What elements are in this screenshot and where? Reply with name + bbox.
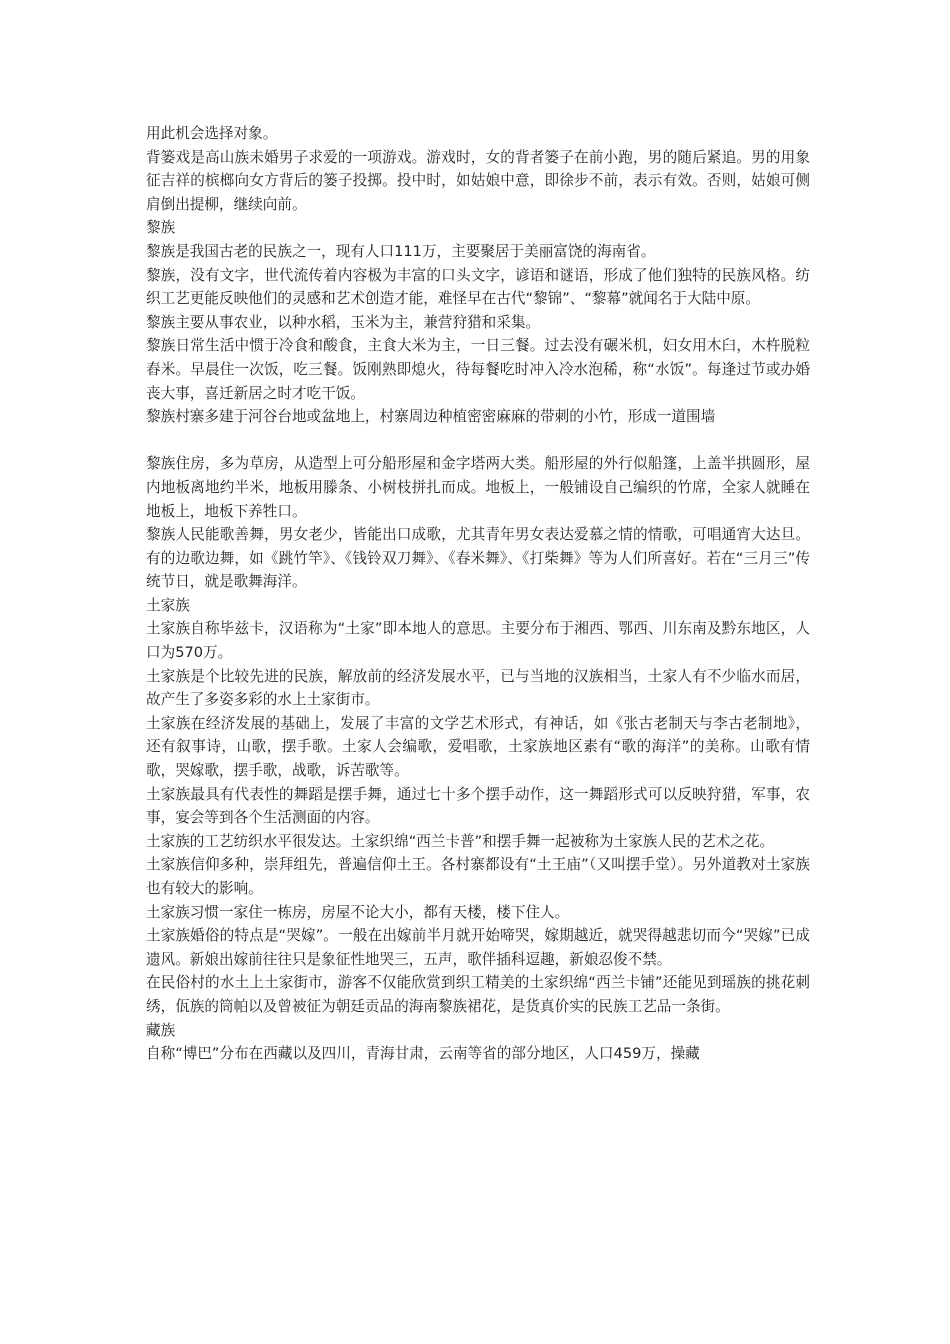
paragraph: 黎族主要从事农业，以种水稻，玉米为主，兼营狩猎和采集。 bbox=[146, 313, 541, 331]
paragraph: 黎族是我国古老的民族之一，现有人口111万，主要聚居于美丽富饶的海南省。 bbox=[146, 242, 656, 260]
paragraph: 用此机会选择对象。 bbox=[146, 125, 278, 142]
paragraph: 自称“博巴”分布在西藏以及四川，青海甘肃，云南等省的部分地区，人口459万，操藏 bbox=[146, 1045, 700, 1063]
paragraph: 背篓戏是高山族未婚男子求爱的一项游戏。游戏时，女的背者篓子在前小跑，男的随后紧追。男的用象征吉祥的槟榔向女方背后的篓子投掷。投中时，如姑娘中意，即徐步不前，表示有效。否则，姑娘可侧肩倒出提柳，继续向前。 bbox=[146, 148, 810, 213]
paragraph: 土家族自称毕兹卡，汉语称为“土家”即本地人的意思。主要分布于湘西、鄂西、川东南及黔东地区，人口为570万。 bbox=[146, 620, 810, 662]
document-page bbox=[146, 122, 810, 1066]
paragraph: 黎族人民能歌善舞，男女老少，皆能出口成歌，尤其青年男女表达爱慕之情的情歌，可唱通宵大达旦。有的边歌边舞，如《跳竹竿》、《钱铃双刀舞》、《春米舞》、《打柴舞》等为人们所喜好。若在“三月三”传统节日，就是歌舞海洋。 bbox=[146, 526, 810, 591]
paragraph: 黎族村寨多建于河谷台地或盆地上，村寨周边种植密密麻麻的带刺的小竹，形成一道围墙 bbox=[146, 408, 716, 426]
section-heading-zang: 藏族 bbox=[146, 1021, 176, 1039]
paragraph: 土家族信仰多种，崇拜组先，普遍信仰土王。各村寨都设有“土王庙”（又叫摆手堂）。另外道教对土家族也有较大的影响。 bbox=[146, 856, 810, 897]
paragraph: 黎族住房，多为草房，从造型上可分船形屋和金字塔两大类。船形屋的外行似船篷，上盖半拱圆形，屋内地板离地约半米，地板用滕条、小树枝拼扎而成。地板上，一般铺设自己编织的竹席，全家人就睡在地板上，地板下养牲口。 bbox=[146, 455, 810, 520]
paragraph: 土家族最具有代表性的舞蹈是摆手舞，通过七十多个摆手动作，这一舞蹈形式可以反映狩猎，军事，农事，宴会等到各个生活测面的内容。 bbox=[146, 785, 810, 827]
section-heading-tujia: 土家族 bbox=[146, 596, 190, 614]
paragraph: 土家族在经济发展的基础上，发展了丰富的文学艺术形式，有神话，如《张古老制天与李古老制地》，还有叙事诗，山歌，摆手歌。土家人会编歌，爱唱歌，土家族地区素有“歌的海洋”的美称。山歌有情歌，哭嫁歌，摆手歌，战歌，诉苦歌等。 bbox=[146, 714, 810, 780]
paragraph: 黎族日常生活中惯于冷食和酸食，主食大米为主，一日三餐。过去没有碾米机，妇女用木臼，木杵脱粒舂米。早晨住一次饭，吃三餐。饭刚熟即熄火，待每餐吃时冲入冷水泡稀，称“水饭”。每逢过节或办婚丧大事，喜迁新居之时才吃干饭。 bbox=[146, 337, 810, 402]
paragraph: 土家族婚俗的特点是“哭嫁”。一般在出嫁前半月就开始啼哭，嫁期越近，就哭得越悲切而今“哭嫁”已成遗风。新娘出嫁前往往只是象征性地哭三，五声，歌伴插科逗趣，新娘忍俊不禁。 bbox=[146, 927, 810, 968]
paragraph: 土家族习惯一家住一栋房，房屋不论大小，都有天楼，楼下住人。 bbox=[146, 903, 570, 921]
paragraph: 土家族的工艺纺织水平很发达。土家织绵“西兰卡普”和摆手舞一起被称为土家族人民的艺术之花。 bbox=[146, 832, 775, 850]
blank-line bbox=[146, 429, 810, 453]
paragraph: 土家族是个比较先进的民族，解放前的经济发展水平，已与当地的汉族相当，土家人有不少临水而居，故产生了多姿多彩的水上土家街市。 bbox=[146, 667, 810, 709]
section-heading-li: 黎族 bbox=[146, 219, 176, 237]
paragraph: 黎族，没有文字，世代流传着内容极为丰富的口头文字，谚语和谜语，形成了他们独特的民族风格。纺织工艺更能反映他们的灵感和艺术创造才能，难怪早在古代“黎锦”、“黎幕”就闻名于大陆中原。 bbox=[146, 266, 810, 308]
paragraph: 在民俗村的水土上土家街市，游客不仅能欣赏到织工精美的土家织绵“西兰卡铺”还能见到瑶族的挑花刺绣，佤族的筒帕以及曾被征为朝廷贡品的海南黎族裙花，是货真价实的民族工艺品一条街。 bbox=[146, 974, 810, 1015]
